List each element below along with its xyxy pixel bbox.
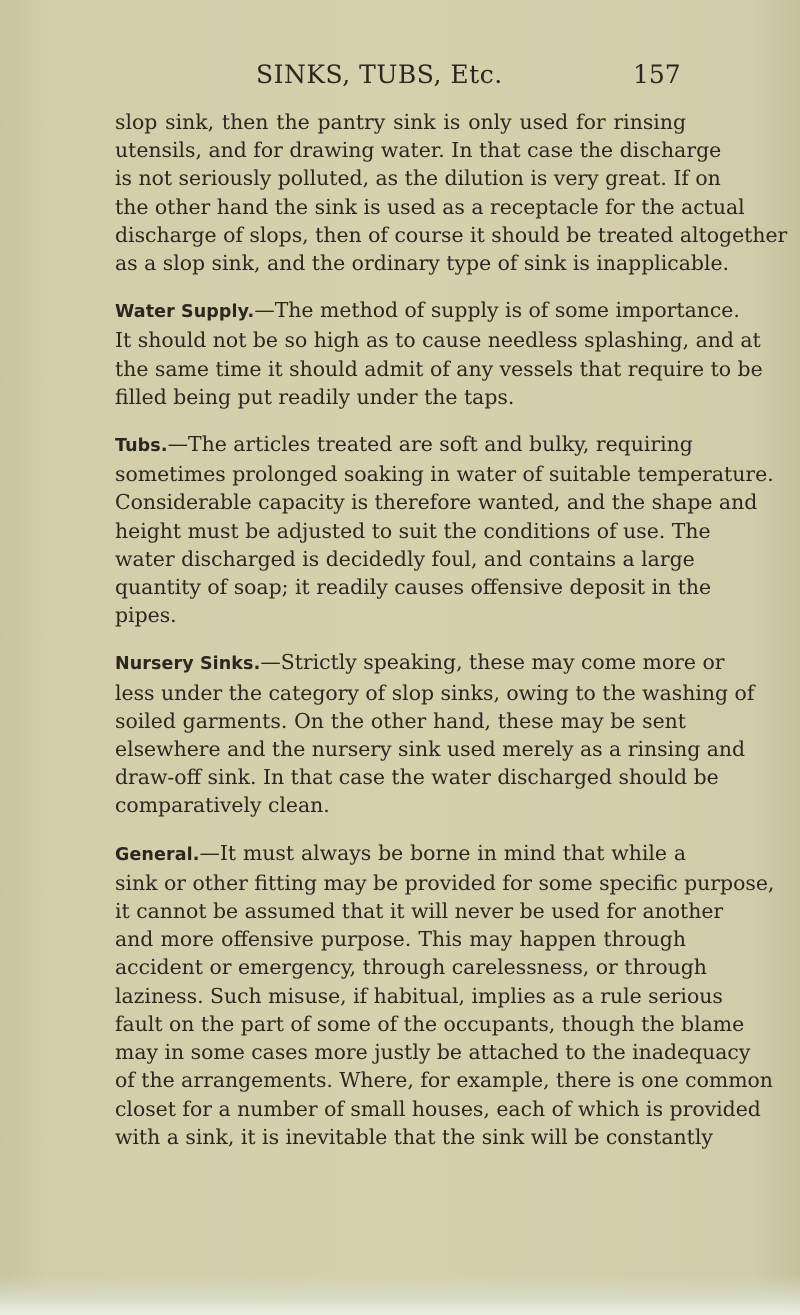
text-line <box>115 430 693 460</box>
text-line: less under the category of slop sinks, owing to the washing of <box>115 680 755 705</box>
page-number: 157 <box>633 60 681 89</box>
text-line-run: —The articles treated are soft and bulky, requiring <box>167 432 693 457</box>
running-title: SINKS, TUBS, Etc. <box>256 60 503 89</box>
text-line: filled being put readily under the taps. <box>115 384 515 409</box>
text-line: draw-off sink. In that case the water discharged should be <box>115 765 719 790</box>
text-line: quantity of soap; it readily causes offensive deposit in the <box>115 575 712 600</box>
text-line: as a slop sink, and the ordinary type of sink is inapplicable. <box>115 251 730 276</box>
text-line: sink or other fitting may be provided for some specific purpose, <box>115 870 775 895</box>
text-line: slop sink, then the pantry sink is only used for rinsing <box>115 110 686 134</box>
text-line: it cannot be assumed that it will never be used for another <box>115 899 724 924</box>
text-line: sometimes prolonged soaking in water of suitable temperature. <box>115 462 774 487</box>
text-line <box>115 839 686 869</box>
text-line: the other hand the sink is used as a receptacle for the actual <box>115 194 745 219</box>
text-line <box>115 648 725 678</box>
paragraph-tubs <box>115 430 774 629</box>
text-line: elsewhere and the nursery sink used merely as a rinsing and <box>115 737 746 762</box>
text-line: water discharged is decidedly foul, and contains a large <box>115 546 695 571</box>
section-heading-nursery-sinks: Nursery Sinks. <box>115 654 261 675</box>
text-line: closet for a number of small houses, each of which is provided <box>115 1096 761 1121</box>
text-line: utensils, and for drawing water. In that case the discharge <box>115 138 722 163</box>
section-heading-tubs: Tubs. <box>115 436 168 457</box>
page-bottom-edge <box>0 1275 800 1315</box>
text-line: of the arrangements. Where, for example, there is one common <box>115 1068 773 1093</box>
text-line-run: —It must always be borne in mind that while a <box>199 840 686 865</box>
text-line: discharge of slops, then of course it should be treated altogether <box>115 222 788 247</box>
text-line: may in some cases more justly be attached to the inadequacy <box>115 1040 751 1065</box>
text-line: It should not be so high as to cause needless splashing, and at <box>115 328 761 353</box>
text-line: with a sink, it is inevitable that the sink will be constantly <box>115 1124 713 1149</box>
text-line: height must be adjusted to suit the conditions of use. The <box>115 518 711 543</box>
text-line: pipes. <box>115 603 177 628</box>
text-line-run: —The method of supply is of some importance. <box>254 298 740 323</box>
text-line: accident or emergency, through carelessness, or through <box>115 955 707 980</box>
text-line: fault on the part of some of the occupants, though the blame <box>115 1011 745 1036</box>
paragraph-slop-sink-continuation <box>115 108 788 277</box>
section-heading-water-supply: Water Supply. <box>115 302 255 323</box>
paragraph-water-supply <box>115 296 763 411</box>
running-head <box>0 60 800 100</box>
text-line: soiled garments. On the other hand, these may be sent <box>115 708 686 733</box>
text-line-run: —Strictly speaking, these may come more or <box>260 650 725 675</box>
body-text <box>115 108 788 1151</box>
text-line: and more offensive purpose. This may happen through <box>115 927 686 952</box>
text-line: comparatively clean. <box>115 793 330 818</box>
text-line: laziness. Such misuse, if habitual, implies as a rule serious <box>115 983 723 1008</box>
paragraph-general <box>115 839 775 1151</box>
text-line: Considerable capacity is therefore wanted, and the shape and <box>115 490 758 515</box>
text-line <box>115 296 740 326</box>
text-line: the same time it should admit of any vessels that require to be <box>115 356 763 381</box>
section-heading-general: General. <box>115 844 200 865</box>
paragraph-nursery-sinks <box>115 648 755 819</box>
text-line: is not seriously polluted, as the dilution is very great. If on <box>115 166 721 191</box>
